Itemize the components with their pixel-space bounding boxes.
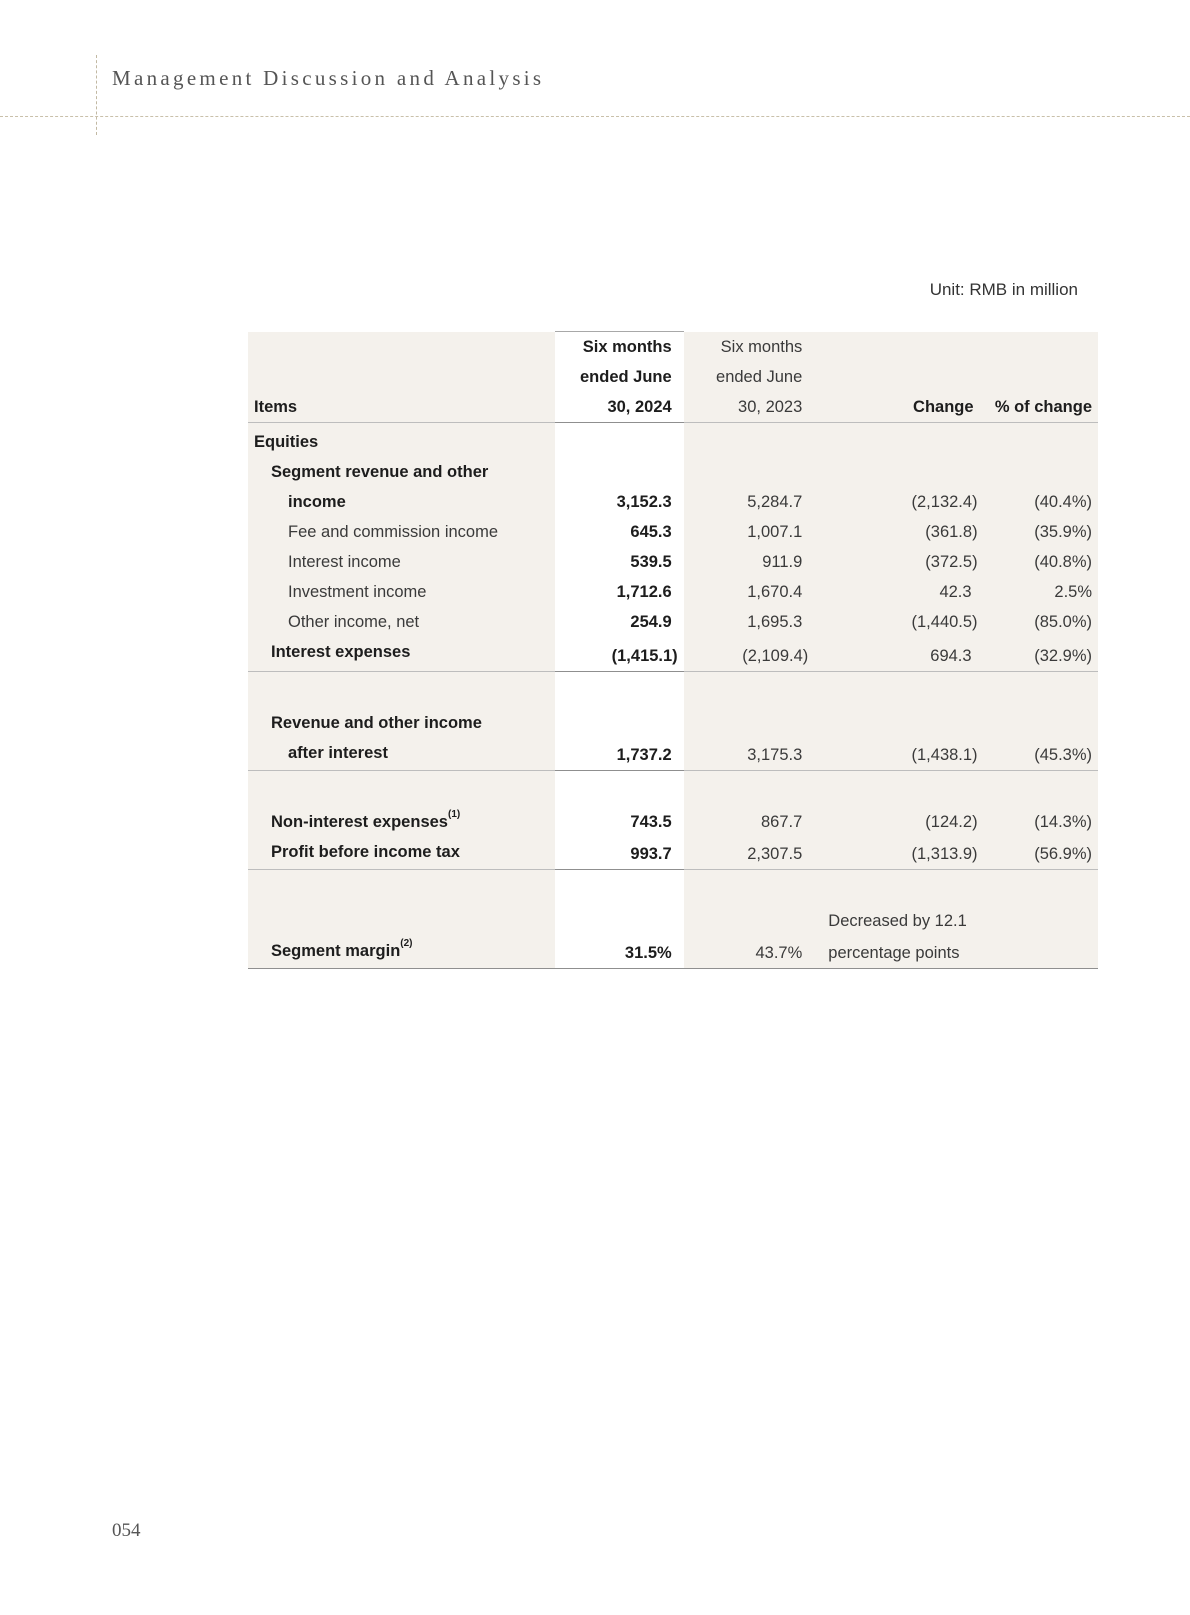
cell-current: 993.7 bbox=[555, 837, 683, 870]
header-prior-line2: ended June bbox=[684, 362, 815, 392]
cell-current: 1,712.6 bbox=[555, 577, 683, 607]
page-number: 054 bbox=[112, 1520, 141, 1541]
header-items: Items bbox=[248, 392, 555, 423]
cell-change: (124.2) bbox=[814, 807, 985, 837]
table-row bbox=[248, 906, 1098, 936]
header-guide-vertical bbox=[96, 55, 97, 135]
cell-change: 694.3 bbox=[814, 637, 985, 672]
table-row bbox=[248, 517, 1098, 547]
spacer-row bbox=[248, 771, 1098, 808]
table-row bbox=[248, 423, 1098, 458]
header-current-line3: 30, 2024 bbox=[555, 392, 683, 423]
footnote-marker: (2) bbox=[400, 937, 413, 949]
spacer-row bbox=[248, 672, 1098, 709]
cell-change: (1,313.9) bbox=[814, 837, 985, 870]
cell-prior: 1,695.3 bbox=[684, 607, 815, 637]
row-label: income bbox=[248, 487, 555, 517]
row-label: Fee and commission income bbox=[248, 517, 555, 547]
table-row bbox=[248, 637, 1098, 672]
cell-current: (1,415.1) bbox=[555, 637, 683, 672]
cell-pct: (32.9%) bbox=[986, 637, 1098, 672]
header-current-line2: ended June bbox=[555, 362, 683, 392]
cell-current: 31.5% bbox=[555, 936, 683, 969]
cell-prior: 5,284.7 bbox=[684, 487, 815, 517]
table-row bbox=[248, 837, 1098, 870]
cell-change: (372.5) bbox=[814, 547, 985, 577]
unit-label: Unit: RMB in million bbox=[929, 280, 1078, 299]
cell-prior: 867.7 bbox=[684, 807, 815, 837]
row-label: Equities bbox=[248, 423, 555, 458]
cell-pct: 2.5% bbox=[986, 577, 1098, 607]
cell-current: 743.5 bbox=[555, 807, 683, 837]
cell-change: (2,132.4) bbox=[814, 487, 985, 517]
cell-pct: (85.0%) bbox=[986, 607, 1098, 637]
row-label-text: Segment margin bbox=[271, 942, 401, 960]
cell-current: 539.5 bbox=[555, 547, 683, 577]
cell-prior: 43.7% bbox=[684, 936, 815, 969]
table-row bbox=[248, 577, 1098, 607]
header-change: Change bbox=[814, 392, 985, 423]
cell-pct: (45.3%) bbox=[986, 738, 1098, 771]
cell-current: 254.9 bbox=[555, 607, 683, 637]
cell-prior: 1,007.1 bbox=[684, 517, 815, 547]
row-label bbox=[248, 807, 555, 837]
cell-prior: 1,670.4 bbox=[684, 577, 815, 607]
table-row bbox=[248, 487, 1098, 517]
cell-pct: (40.4%) bbox=[986, 487, 1098, 517]
cell-change: (1,438.1) bbox=[814, 738, 985, 771]
table-row bbox=[248, 457, 1098, 487]
row-label-text: Non-interest expenses bbox=[271, 813, 448, 831]
table-row bbox=[248, 708, 1098, 738]
table-row bbox=[248, 547, 1098, 577]
footnote-marker: (1) bbox=[447, 808, 461, 820]
segment-results-table bbox=[248, 331, 1098, 969]
cell-pct: (35.9%) bbox=[986, 517, 1098, 547]
cell-prior: 911.9 bbox=[684, 547, 815, 577]
header-current-line1: Six months bbox=[555, 332, 683, 363]
cell-change-line2: percentage points bbox=[814, 936, 985, 969]
table-row bbox=[248, 936, 1098, 969]
cell-change: (361.8) bbox=[814, 517, 985, 547]
row-label: Interest income bbox=[248, 547, 555, 577]
cell-current: 3,152.3 bbox=[555, 487, 683, 517]
row-label: Revenue and other income bbox=[248, 708, 555, 738]
cell-current: 1,737.2 bbox=[555, 738, 683, 771]
row-label: Profit before income tax bbox=[248, 837, 555, 870]
table-row bbox=[248, 807, 1098, 837]
cell-change: 42.3 bbox=[814, 577, 985, 607]
header-row bbox=[248, 332, 1098, 363]
header-row bbox=[248, 362, 1098, 392]
row-label: Interest expenses bbox=[248, 637, 555, 672]
cell-pct: (40.8%) bbox=[986, 547, 1098, 577]
cell-change-line1: Decreased by 12.1 bbox=[814, 906, 985, 936]
header-row bbox=[248, 392, 1098, 423]
cell-change: (1,440.5) bbox=[814, 607, 985, 637]
row-label: Segment revenue and other bbox=[248, 457, 555, 487]
header-pct-change: % of change bbox=[986, 392, 1098, 423]
row-label: after interest bbox=[248, 738, 555, 771]
row-label: Other income, net bbox=[248, 607, 555, 637]
row-label: Investment income bbox=[248, 577, 555, 607]
header-guide-horizontal bbox=[0, 116, 1190, 117]
cell-prior: 2,307.5 bbox=[684, 837, 815, 870]
cell-pct: (14.3%) bbox=[986, 807, 1098, 837]
cell-pct: (56.9%) bbox=[986, 837, 1098, 870]
header-prior-line3: 30, 2023 bbox=[684, 392, 815, 423]
cell-current: 645.3 bbox=[555, 517, 683, 547]
cell-prior: 3,175.3 bbox=[684, 738, 815, 771]
cell-prior: (2,109.4) bbox=[684, 637, 815, 672]
table-row bbox=[248, 738, 1098, 771]
row-label bbox=[248, 936, 555, 969]
page-header-title: Management Discussion and Analysis bbox=[112, 66, 545, 90]
header-prior-line1: Six months bbox=[684, 332, 815, 363]
table-row bbox=[248, 607, 1098, 637]
spacer-row bbox=[248, 870, 1098, 907]
